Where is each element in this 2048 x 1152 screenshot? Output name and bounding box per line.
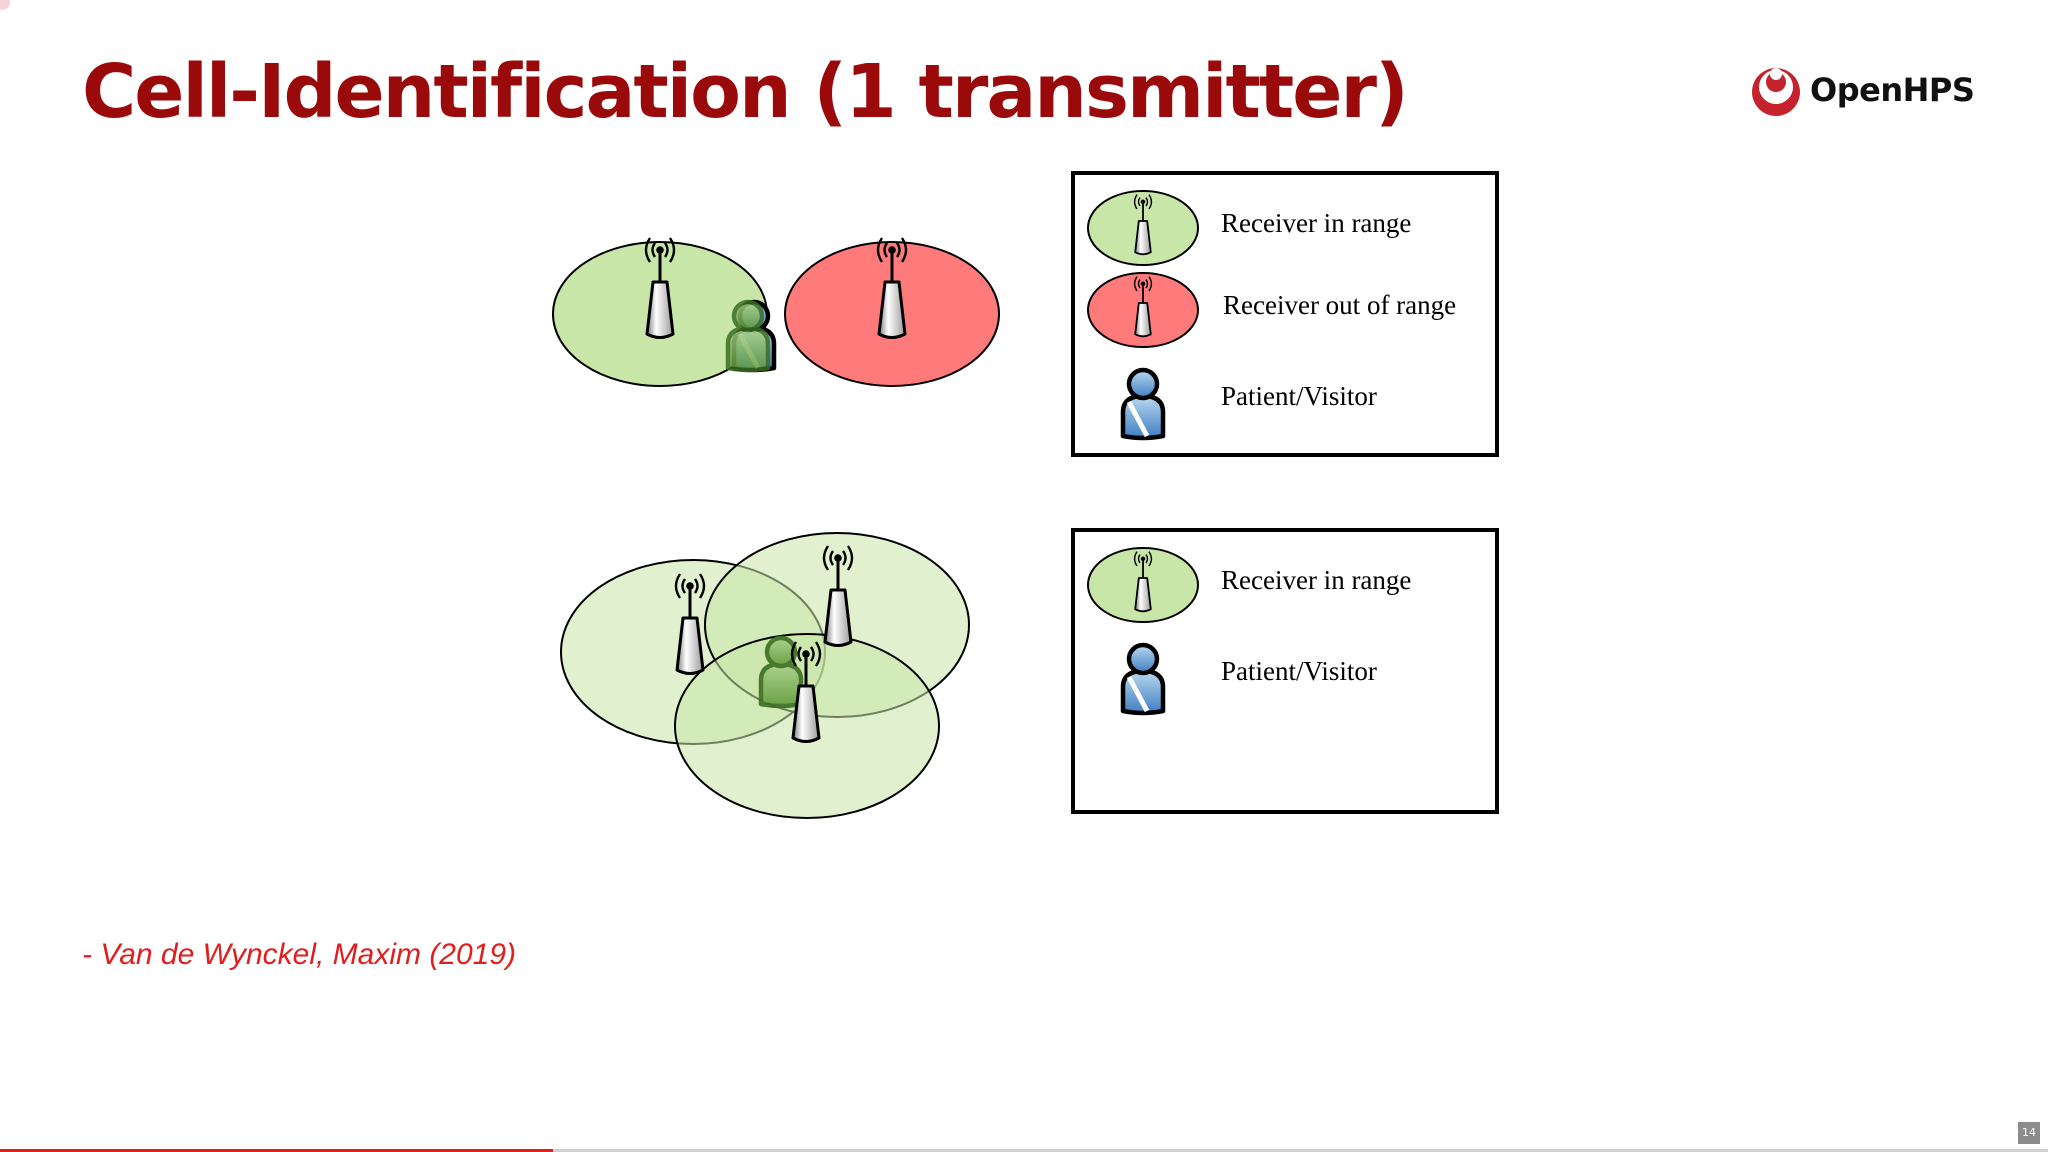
legend-label: Patient/Visitor [1221, 381, 1377, 411]
page-number: 14 [2018, 1122, 2040, 1144]
patient-icon [1123, 370, 1163, 438]
slide-title: Cell-Identification (1 transmitter) [82, 49, 1407, 135]
legend-label: Receiver in range [1221, 565, 1412, 595]
bottom-scenario [561, 533, 969, 818]
legend-label: Patient/Visitor [1221, 656, 1377, 686]
legend-label: Receiver in range [1221, 208, 1412, 238]
top-scenario [553, 238, 999, 386]
legend-bottom [1073, 530, 1497, 812]
legend-top [1073, 173, 1497, 455]
logo-text: OpenHPS [1810, 71, 1975, 109]
patient-icon [1123, 645, 1163, 713]
patient-icon [728, 302, 774, 370]
patient-icon [761, 638, 801, 706]
citation: - Van de Wynckel, Maxim (2019) [82, 938, 517, 971]
legend-label: Receiver out of range [1223, 290, 1457, 320]
